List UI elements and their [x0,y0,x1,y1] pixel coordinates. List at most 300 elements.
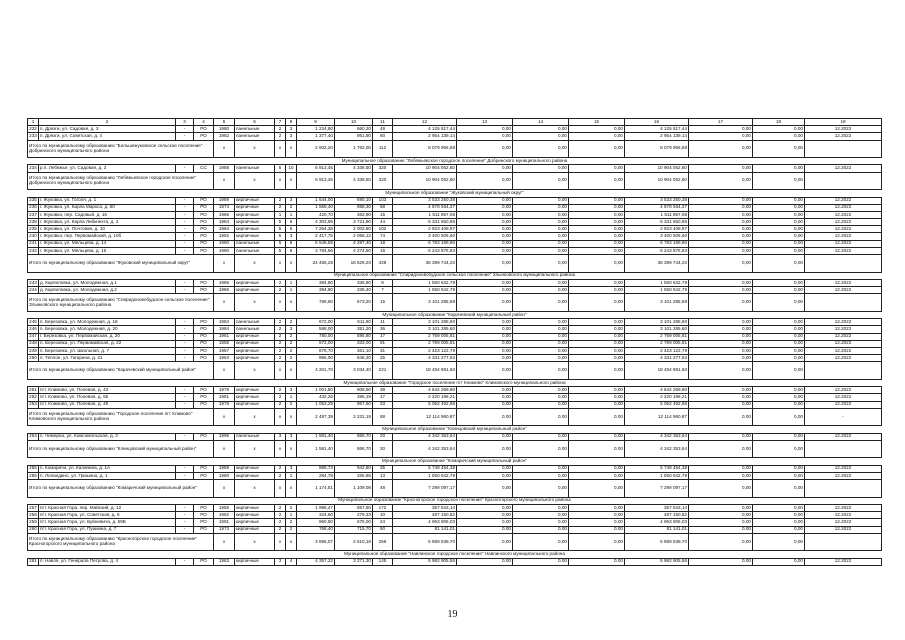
table-cell: кирпичные [235,401,275,408]
table-cell: 1984 [214,219,235,226]
table-cell: 3 [286,126,297,133]
table-cell: 1988 [214,165,235,172]
table-row [28,505,882,512]
table-cell: 12.2022 [805,219,882,226]
table-cell: 0,00 [569,319,625,326]
section-heading-row [28,379,882,386]
table-cell: 0,00 [513,347,569,354]
subtotal-cell: 1 762,00 [335,140,373,158]
housing-register-table [27,118,882,566]
table-cell: 336,80 [335,279,373,286]
table-cell: 12.2022 [805,233,882,240]
subtotal-cell: х [286,480,297,498]
table-cell: 0,00 [457,126,513,133]
table-cell: 2 [286,333,297,340]
table-cell: кирпичные [235,505,275,512]
table-cell: 336,40 [335,287,373,294]
table-cell: 241 [29,240,37,246]
subtotal-cell: 7 299 097,17 [393,480,457,498]
subtotal-cell: 1 174,51 [297,480,335,498]
table-cell: 0,00 [689,505,753,512]
table-cell: 6 331 650,85 [393,219,457,226]
table-cell: 6 783 199,80 [625,240,689,247]
section-heading-row [28,311,882,318]
table-cell: 866,70 [335,433,373,440]
subtotal-label: Итого по муниципальному образованию "Комаричский муниципальный район" [28,480,214,498]
section-heading: Муниципальное образование "Карачевский муниципальный район" [28,311,882,318]
subtotal-cell: 15 [373,294,393,312]
subtotal-cell: 0,00 [689,440,753,458]
table-cell: 1986 [214,279,235,286]
table-cell: 0,00 [457,319,513,326]
table-cell: 2 [286,526,297,533]
table-cell: 254 [29,433,37,439]
table-cell: 145 [373,558,393,565]
table-cell: 11 [373,319,393,326]
table-cell: 0,00 [457,558,513,565]
subtotal-cell: 3 101 285,58 [393,294,457,312]
table-cell: 237 [29,211,37,217]
table-cell: 257 [29,504,37,510]
subtotal-cell: х [235,255,275,273]
subtotal-cell: 0,00 [513,140,569,158]
table-cell: 0,00 [513,279,569,286]
table-cell: 0,00 [457,355,513,362]
table-cell: 1980 [214,247,235,254]
table-cell: 33 [373,401,393,408]
table-cell: - [176,126,194,133]
table-cell: 44 [373,219,393,226]
subtotal-cell: 112 [373,140,393,158]
table-row [28,526,882,533]
table-cell: 10 [286,165,297,172]
table-cell: 1962 [214,512,235,519]
section-heading: Муниципальное образование "Комаричский муниципальный район" [28,458,882,465]
table-cell: 253 [29,401,37,407]
table-cell: - [176,279,194,286]
table-cell: 2 [275,333,286,340]
subtotal-cell: 0,00 [753,408,805,426]
table-cell: 676,70 [297,347,335,354]
table-cell: 238 [29,218,37,224]
table-cell: РО [194,133,214,140]
table-cell: 3 101 285,60 [625,326,689,333]
table-cell: 12.2022 [805,558,882,565]
table-cell: 0,00 [513,240,569,247]
table-cell: - [176,526,194,533]
table-cell: г. Жуковка, ул. Мельцева, д. 15 [39,247,176,254]
table-cell: 2 [286,355,297,362]
table-cell: 12.2022 [805,247,882,254]
subtotal-cell: 0,00 [569,408,625,426]
subtotal-cell: 3 101 285,58 [625,294,689,312]
column-number: 5 [214,119,235,126]
table-cell: 0,00 [569,247,625,254]
table-row [28,287,882,294]
subtotal-cell: х [286,294,297,312]
table-cell: 81 141,01 [393,526,457,533]
table-cell: 5 549,59 [297,240,335,247]
subtotal-cell: 789,60 [297,294,335,312]
table-row [28,394,882,401]
table-cell: 50 [373,526,393,533]
subtotal-cell: х [286,440,297,458]
table-cell: 0,00 [513,340,569,347]
table-cell: РО [194,333,214,340]
table-cell: 4 342 353,64 [625,433,689,440]
table-cell: д. Карпиловка, ул. Молодежная, д.2 [39,287,176,294]
table-cell: 0,00 [513,247,569,254]
subtotal-cell: 0,00 [457,362,513,380]
table-cell: 3 101 285,60 [393,326,457,333]
table-cell: 12.2022 [805,211,882,218]
table-cell: 3 533 250,38 [625,197,689,204]
table-cell: 0,00 [513,472,569,479]
table-cell: 4 125 817,44 [625,126,689,133]
table-cell: - [176,340,194,347]
table-cell: 7 [373,287,393,294]
column-number: 1 [28,119,39,126]
table-cell: 20 [373,433,393,440]
table-cell: 0,00 [569,226,625,233]
subtotal-cell: х [214,533,235,551]
table-cell: 351,20 [335,326,373,333]
table-cell: 951,80 [335,133,373,140]
table-cell: 3 533 250,38 [393,197,457,204]
table-cell: 0,00 [689,240,753,247]
table-cell: 1 550 642,79 [393,287,457,294]
table-cell: 0,00 [569,211,625,218]
table-cell: РО [194,211,214,218]
table-row [28,387,882,394]
subtotal-cell: 0,00 [457,533,513,551]
table-cell: 2 [275,279,286,286]
table-cell: пгт. Красная Гора, пер. Майский, д. 12 [39,505,176,512]
table-cell: РО [194,512,214,519]
table-cell: 2 769 005,81 [625,340,689,347]
table-cell: 3 [286,465,297,472]
table-cell: - [176,287,194,294]
subtotal-row [28,533,882,551]
table-cell: 10 [373,512,393,519]
subtotal-cell: 673,20 [335,294,373,312]
table-cell: 780,00 [297,333,335,340]
table-cell: 5 [275,247,286,254]
table-cell: 357 543,14 [393,505,457,512]
subtotal-cell: х [275,408,286,426]
table-cell: РО [194,387,214,394]
section-heading: Муниципальное образование "Спиридоновобудское сельское поселение" Злынковского муниципального района [28,272,882,279]
table-cell: 1986 [214,287,235,294]
subtotal-cell: х [286,172,297,190]
table-cell: 2 [286,319,297,326]
subtotal-cell: 0,00 [753,480,805,498]
table-cell: 588,00 [297,326,335,333]
table-cell: 0,00 [457,204,513,211]
table-cell: РО [194,226,214,233]
subtotal-cell: 0,00 [753,255,805,273]
table-cell: 0,00 [753,319,805,326]
subtotal-cell: х [214,294,235,312]
table-cell: - [176,355,194,362]
table-cell: г. Жуковка, ул. Почтовая, д. 10 [39,226,176,233]
table-cell: панельные [235,319,275,326]
subtotal-cell: 0,00 [689,294,753,312]
table-cell: 362,90 [335,211,373,218]
table-cell: 12.2022 [805,512,882,519]
table-cell: 942,80 [335,465,373,472]
subtotal-row [28,294,882,312]
table-cell: 2 [286,505,297,512]
subtotal-cell: 18 494 981,63 [393,362,457,380]
subtotal-label: Итого по муниципальному образованию "Жуковский муниципальный округ" [28,255,214,273]
table-cell: 242 [29,247,37,253]
table-cell: 5 [275,233,286,240]
table-cell: РО [194,394,214,401]
section-heading: Муниципальное образование "Красногорское городское поселение" Красногорского муниципального района [28,497,882,504]
table-cell: 245 [29,318,37,324]
table-cell: - [176,505,194,512]
table-cell: 0,00 [569,219,625,226]
table-cell: 0,00 [569,165,625,172]
table-cell: 0,00 [753,505,805,512]
table-cell: 1974 [214,204,235,211]
table-cell: 12.2022 [805,465,882,472]
subtotal-cell [805,172,882,190]
subtotal-cell: 0,00 [457,440,513,458]
page-number: 19 [447,609,458,620]
table-cell: 0,00 [689,512,753,519]
subtotal-cell: х [235,408,275,426]
subtotal-row [28,140,882,158]
table-cell: 6 [286,226,297,233]
table-cell: кирпичные [235,219,275,226]
subtotal-row [28,408,882,426]
table-cell: 6 783 199,80 [393,240,457,247]
table-cell: РО [194,526,214,533]
table-cell: 0,00 [457,226,513,233]
table-cell: 690,10 [335,197,373,204]
table-cell: 256 [29,472,37,478]
table-cell: 12.2022 [805,126,882,133]
table-cell: 0,00 [513,219,569,226]
subtotal-cell: 0,00 [569,172,625,190]
subtotal-cell: 0,00 [689,140,753,158]
table-cell: - [176,233,194,240]
table-cell: 2 220 198,21 [393,394,457,401]
table-cell: 2 769 005,81 [393,333,457,340]
table-cell: 0,00 [513,333,569,340]
table-cell: 1991 [214,519,235,526]
table-cell: 0,00 [569,133,625,140]
table-cell: пгт. Красная Гора, ул. Пушкина, д. 7 [39,526,176,533]
table-cell: 0,00 [513,287,569,294]
table-row [28,519,882,526]
table-cell: 0,00 [689,126,753,133]
column-number: 11 [373,119,393,126]
table-cell: 0,00 [689,401,753,408]
table-cell: 12.2022 [805,165,882,172]
table-cell: 1 550 642,79 [625,279,689,286]
subtotal-cell: 0,00 [457,294,513,312]
table-cell: 12.2022 [805,133,882,140]
subtotal-cell: х [275,480,286,498]
table-cell: 0,00 [513,558,569,565]
subtotal-row [28,362,882,380]
table-cell: 432,26 [297,394,335,401]
subtotal-cell: х [275,533,286,551]
table-cell: 2 [275,347,286,354]
subtotal-cell: 18 529,20 [335,255,373,273]
table-cell: 0,00 [689,219,753,226]
column-number: 19 [805,119,882,126]
subtotal-cell: х [275,140,286,158]
table-cell: 10 904 052,60 [625,165,689,172]
table-cell: 487 150,52 [625,512,689,519]
table-cell: 0,00 [689,519,753,526]
table-cell: 25 [373,355,393,362]
subtotal-cell: 0,00 [513,294,569,312]
table-row [28,401,882,408]
table-cell: 4 297,40 [335,240,373,247]
table-cell: 1958 [214,340,235,347]
table-cell: 5 052 492,86 [393,401,457,408]
table-cell: 848,20 [335,355,373,362]
table-cell: 1957 [214,347,235,354]
table-cell: 660,20 [335,126,373,133]
table-cell: 1989 [214,197,235,204]
table-cell: РО [194,287,214,294]
subtotal-label: Итого по муниципальному образованию "Городское поселение пгт Климово" Климовского муниципального района [28,408,214,426]
section-heading-row [28,272,882,279]
subtotal-cell: 18 494 981,63 [625,362,689,380]
subtotal-cell: 0,00 [753,440,805,458]
table-cell: 2 [275,287,286,294]
table-cell: 3 [286,326,297,333]
table-cell: 1 [286,279,297,286]
subtotal-cell: 0,00 [457,408,513,426]
subtotal-cell: 12 114 960,87 [393,408,457,426]
subtotal-cell: х [235,294,275,312]
table-cell: 2 [275,204,286,211]
table-cell: 38 [373,387,393,394]
subtotal-cell: х [214,362,235,380]
column-number: 15 [569,119,625,126]
table-cell: 0,00 [689,287,753,294]
section-heading: Муниципальное образование "Навлинское городское поселение" Навлинского муниципального района [28,551,882,558]
table-cell: 8 [373,279,393,286]
table-cell: 2 [286,347,297,354]
table-cell: 266,88 [335,472,373,479]
table-cell: 91 [373,340,393,347]
subtotal-cell: х [286,533,297,551]
table-cell: 2 423 122,79 [625,347,689,354]
subtotal-cell: 0,00 [457,255,513,273]
subtotal-cell: - [805,408,882,426]
section-heading: Муниципальное образование "Клинцовский муниципальный район" [28,426,882,433]
table-cell: 0,00 [457,211,513,218]
subtotal-cell: 24 455,26 [297,255,335,273]
table-cell: 0,00 [689,340,753,347]
subtotal-cell: 36 399 744,23 [393,255,457,273]
subtotal-cell: х [275,294,286,312]
subtotal-cell: х [235,362,275,380]
column-number: 12 [393,119,457,126]
table-cell: 18 [373,240,393,247]
table-cell: 16 [373,247,393,254]
table-cell: 24 [373,519,393,526]
table-cell: - [176,333,194,340]
table-cell: СС [194,165,214,172]
subtotal-cell: 0,00 [513,408,569,426]
table-cell: - [176,197,194,204]
table-cell: п. Навля, ул. Генерала Петрова, д. 4 [39,558,176,565]
table-cell: 0,00 [569,126,625,133]
subtotal-cell: х [235,140,275,158]
table-cell: п. Березовка, ул. Молодежная, д. 18 [39,319,176,326]
subtotal-cell [805,480,882,498]
table-cell: 0,00 [753,133,805,140]
table-row [28,240,882,247]
table-row [28,433,882,440]
table-cell: 0,00 [753,197,805,204]
table-cell: 12.2022 [805,347,882,354]
table-cell: 3 101 285,60 [393,319,457,326]
table-cell: панельные [235,247,275,254]
table-cell: 1 [286,394,297,401]
table-cell: 0,00 [753,558,805,565]
table-cell: - [176,240,194,247]
table-cell: 12.2022 [805,526,882,533]
table-cell: 2 [275,340,286,347]
table-cell: 0,00 [569,347,625,354]
subtotal-cell: 0,00 [689,255,753,273]
table-cell: кирпичные [235,211,275,218]
table-cell: 4 678 934,27 [625,204,689,211]
table-cell: п. Чемерна, ул. Комсомольская, д. 3 [39,433,176,440]
subtotal-cell: 0,00 [513,440,569,458]
table-cell: 12.2022 [805,340,882,347]
table-cell: 4 963 806,03 [393,519,457,526]
table-cell: кирпичные [235,340,275,347]
table-cell: 2 [286,340,297,347]
table-cell: 2 002,60 [335,226,373,233]
table-cell: 1 550 642,79 [393,279,457,286]
column-number: 10 [335,119,373,126]
table-cell: 4 963 806,03 [625,519,689,526]
table-cell: 0,00 [753,126,805,133]
table-cell: 595,80 [335,333,373,340]
table-cell: 0,00 [513,394,569,401]
table-cell: 2 [275,472,286,479]
table-cell: 1981 [214,394,235,401]
table-cell: п. Березовка, ул. Школьная, д. 7 [39,347,176,354]
table-cell: 0,00 [513,197,569,204]
column-number-row [28,119,882,126]
table-cell: 13 [373,472,393,479]
table-cell: 3 [275,558,286,565]
table-cell: 36 [373,326,393,333]
table-row [28,472,882,479]
table-cell: 0,00 [753,347,805,354]
subtotal-cell: 0,00 [569,294,625,312]
table-cell: 1 550 642,79 [393,472,457,479]
table-cell: 2 [275,526,286,533]
table-cell: 1 550 642,79 [625,472,689,479]
table-cell: п. Березовка, ул. Первомайская, д. 22 [39,340,176,347]
table-cell: 572,00 [297,340,335,347]
table-cell: 1 581,40 [297,433,335,440]
